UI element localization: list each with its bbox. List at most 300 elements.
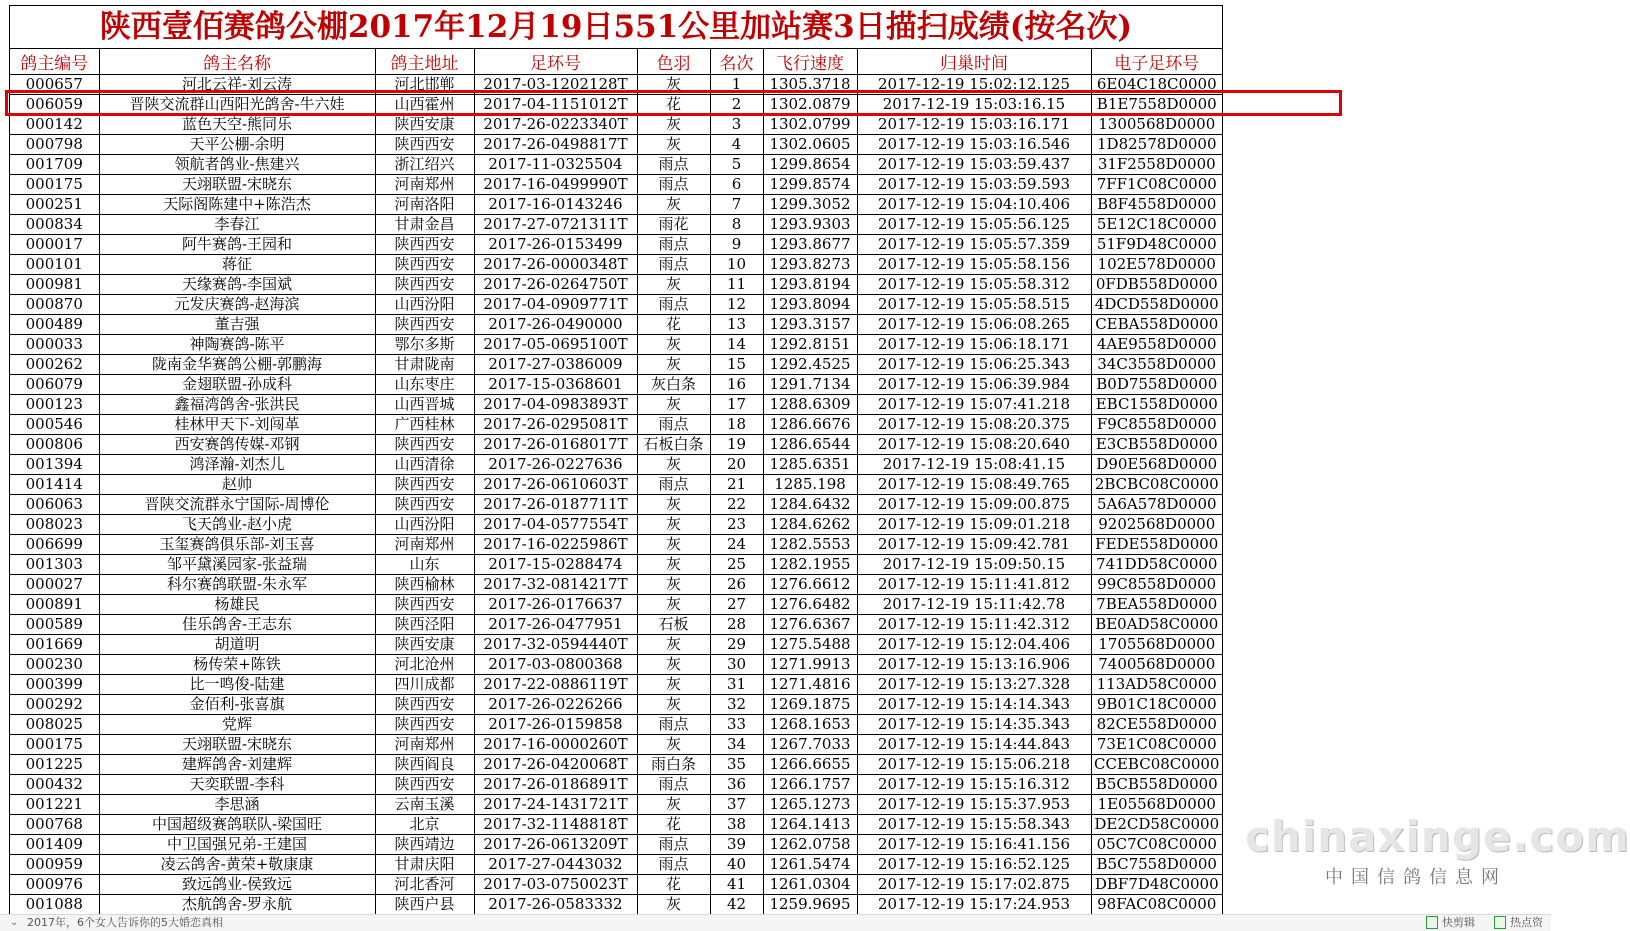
owner-address-cell: 山西晋城: [375, 395, 474, 415]
electronic-ring-cell: 7BEA558D0000: [1091, 595, 1222, 615]
speed-cell: 1292.4525: [763, 355, 857, 375]
owner-id-cell: 000806: [10, 435, 99, 455]
owner-id-cell: 001414: [10, 475, 99, 495]
speed-cell: 1293.3157: [763, 315, 857, 335]
owner-name-cell: 阿牛赛鸽-王园和: [99, 235, 375, 255]
electronic-ring-cell: B5CB558D0000: [1091, 775, 1222, 795]
speed-cell: 1293.8273: [763, 255, 857, 275]
ring-number-cell: 2017-27-0443032: [474, 855, 637, 875]
table-row: [10, 75, 1222, 95]
electronic-ring-cell: 6E04C18C0000: [1091, 75, 1222, 95]
owner-id-cell: 001221: [10, 795, 99, 815]
table-row: [10, 875, 1222, 895]
arrival-time-cell: 2017-12-19 15:08:20.375: [857, 415, 1091, 435]
arrival-time-cell: 2017-12-19 15:16:41.156: [857, 835, 1091, 855]
table-row: [10, 455, 1222, 475]
electronic-ring-cell: 7400568D0000: [1091, 655, 1222, 675]
arrival-time-cell: 2017-12-19 15:11:42.78: [857, 595, 1091, 615]
owner-address-cell: 山东枣庄: [375, 375, 474, 395]
rank-cell: 2: [710, 95, 763, 115]
plumage-cell: 灰: [637, 675, 710, 695]
owner-address-cell: 浙江绍兴: [375, 155, 474, 175]
owner-address-cell: 陕西西安: [375, 695, 474, 715]
table-row: [10, 195, 1222, 215]
owner-id-cell: 008023: [10, 515, 99, 535]
owner-address-cell: 陕西阎良: [375, 755, 474, 775]
owner-name-cell: 神陶赛鸽-陈平: [99, 335, 375, 355]
owner-id-cell: 000142: [10, 115, 99, 135]
plumage-cell: 灰: [637, 655, 710, 675]
table-row: [10, 515, 1222, 535]
speed-cell: 1261.0304: [763, 875, 857, 895]
ring-number-cell: 2017-11-0325504: [474, 155, 637, 175]
hot-news-icon: [1494, 916, 1506, 929]
arrival-time-cell: 2017-12-19 15:03:16.15: [857, 95, 1091, 115]
owner-id-cell: 000399: [10, 675, 99, 695]
arrival-time-cell: 2017-12-19 15:07:41.218: [857, 395, 1091, 415]
plumage-cell: 花: [637, 815, 710, 835]
owner-name-cell: 建辉鸽舍-刘建辉: [99, 755, 375, 775]
table-row: [10, 775, 1222, 795]
owner-address-cell: 陕西安康: [375, 115, 474, 135]
owner-id-cell: 000589: [10, 615, 99, 635]
owner-name-cell: 鸿泽瀚-刘杰儿: [99, 455, 375, 475]
arrival-time-cell: 2017-12-19 15:03:59.593: [857, 175, 1091, 195]
owner-name-cell: 董吉强: [99, 315, 375, 335]
speed-cell: 1299.8574: [763, 175, 857, 195]
owner-id-cell: 000768: [10, 815, 99, 835]
rank-cell: 21: [710, 475, 763, 495]
owner-id-cell: 001225: [10, 755, 99, 775]
electronic-ring-cell: 1E05568D0000: [1091, 795, 1222, 815]
table-row: [10, 115, 1222, 135]
speed-cell: 1266.6655: [763, 755, 857, 775]
owner-id-cell: 006079: [10, 375, 99, 395]
owner-address-cell: 甘肃陇南: [375, 355, 474, 375]
owner-address-cell: 陕西西安: [375, 275, 474, 295]
owner-name-cell: 桂林甲天下-刘闯革: [99, 415, 375, 435]
electronic-ring-cell: BE0AD58C0000: [1091, 615, 1222, 635]
table-row: [10, 375, 1222, 395]
speed-cell: 1275.5488: [763, 635, 857, 655]
owner-id-cell: 000870: [10, 295, 99, 315]
owner-id-cell: 000834: [10, 215, 99, 235]
arrival-time-cell: 2017-12-19 15:06:18.171: [857, 335, 1091, 355]
speed-cell: 1299.8654: [763, 155, 857, 175]
owner-name-cell: 领航者鸽业-焦建兴: [99, 155, 375, 175]
table-row: [10, 675, 1222, 695]
owner-id-cell: 000976: [10, 875, 99, 895]
table-row: [10, 655, 1222, 675]
arrival-time-cell: 2017-12-19 15:09:42.781: [857, 535, 1091, 555]
owner-address-cell: 陕西西安: [375, 715, 474, 735]
arrival-time-cell: 2017-12-19 15:17:24.953: [857, 895, 1091, 915]
owner-id-cell: 000101: [10, 255, 99, 275]
rank-cell: 7: [710, 195, 763, 215]
owner-name-cell: 致远鸽业-侯致远: [99, 875, 375, 895]
rank-cell: 16: [710, 375, 763, 395]
owner-name-cell: 中卫国强兄弟-王建国: [99, 835, 375, 855]
owner-name-cell: 元发庆赛鸽-赵海滨: [99, 295, 375, 315]
plumage-cell: 雨点: [637, 175, 710, 195]
electronic-ring-cell: 1D82578D0000: [1091, 135, 1222, 155]
speed-cell: 1285.198: [763, 475, 857, 495]
speed-cell: 1269.1875: [763, 695, 857, 715]
owner-name-cell: 陇南金华赛鸽公棚-郭鹏海: [99, 355, 375, 375]
owner-id-cell: 001669: [10, 635, 99, 655]
speed-cell: 1299.3052: [763, 195, 857, 215]
electronic-ring-cell: 7FF1C08C0000: [1091, 175, 1222, 195]
speed-cell: 1271.4816: [763, 675, 857, 695]
owner-name-cell: 晋陕交流群永宁国际-周博伦: [99, 495, 375, 515]
ring-number-cell: 2017-27-0721311T: [474, 215, 637, 235]
electronic-ring-cell: 31F2558D0000: [1091, 155, 1222, 175]
ring-number-cell: 2017-26-0613209T: [474, 835, 637, 855]
table-row: [10, 155, 1222, 175]
plumage-cell: 雨点: [637, 255, 710, 275]
owner-address-cell: 陕西西安: [375, 775, 474, 795]
ring-number-cell: 2017-26-0187711T: [474, 495, 637, 515]
speed-cell: 1284.6432: [763, 495, 857, 515]
owner-name-cell: 党辉: [99, 715, 375, 735]
ring-number-cell: 2017-16-0143246: [474, 195, 637, 215]
electronic-ring-cell: B5C7558D0000: [1091, 855, 1222, 875]
owner-name-cell: 天际阁陈建中+陈浩杰: [99, 195, 375, 215]
plumage-cell: 灰: [637, 135, 710, 155]
speed-cell: 1265.1273: [763, 795, 857, 815]
plumage-cell: 灰: [637, 355, 710, 375]
arrival-time-cell: 2017-12-19 15:03:16.546: [857, 135, 1091, 155]
speed-cell: 1267.7033: [763, 735, 857, 755]
owner-name-cell: 金佰利-张喜旗: [99, 695, 375, 715]
owner-id-cell: 000017: [10, 235, 99, 255]
watermark-domain: chinaxinge.com: [1245, 812, 1630, 861]
rank-cell: 22: [710, 495, 763, 515]
ring-number-cell: 2017-26-0477951: [474, 615, 637, 635]
owner-id-cell: 000027: [10, 575, 99, 595]
electronic-ring-cell: E3CB558D0000: [1091, 435, 1222, 455]
owner-name-cell: 佳乐鸽舍-王志东: [99, 615, 375, 635]
table-row: [10, 275, 1222, 295]
rank-cell: 11: [710, 275, 763, 295]
plumage-cell: 雨点: [637, 775, 710, 795]
ring-number-cell: 2017-26-0168017T: [474, 435, 637, 455]
arrival-time-cell: 2017-12-19 15:05:57.359: [857, 235, 1091, 255]
owner-address-cell: 河北香河: [375, 875, 474, 895]
electronic-ring-cell: 51F9D48C0000: [1091, 235, 1222, 255]
plumage-cell: 灰: [637, 495, 710, 515]
owner-name-cell: 飞天鸽业-赵小虎: [99, 515, 375, 535]
rank-cell: 34: [710, 735, 763, 755]
owner-name-cell: 蒋征: [99, 255, 375, 275]
owner-address-cell: 河南郑州: [375, 535, 474, 555]
electronic-ring-cell: 4AE9558D0000: [1091, 335, 1222, 355]
electronic-ring-cell: 73E1C08C0000: [1091, 735, 1222, 755]
owner-name-cell: 蓝色天空-熊同乐: [99, 115, 375, 135]
arrival-time-cell: 2017-12-19 15:09:50.15: [857, 555, 1091, 575]
table-row: [10, 95, 1222, 115]
rank-cell: 27: [710, 595, 763, 615]
ring-number-cell: 2017-26-0227636: [474, 455, 637, 475]
owner-name-cell: 李思涵: [99, 795, 375, 815]
ring-number-cell: 2017-16-0499990T: [474, 175, 637, 195]
table-row: [10, 175, 1222, 195]
arrival-time-cell: 2017-12-19 15:15:06.218: [857, 755, 1091, 775]
plumage-cell: 灰: [637, 395, 710, 415]
electronic-ring-cell: 2BCBC08C0000: [1091, 475, 1222, 495]
owner-id-cell: 000798: [10, 135, 99, 155]
owner-id-cell: 001709: [10, 155, 99, 175]
table-row: [10, 215, 1222, 235]
hot-news-label: 热点资: [1510, 916, 1543, 929]
owner-address-cell: 河北邯郸: [375, 75, 474, 95]
electronic-ring-cell: 1300568D0000: [1091, 115, 1222, 135]
owner-name-cell: 金翅联盟-孙成科: [99, 375, 375, 395]
arrival-time-cell: 2017-12-19 15:05:58.515: [857, 295, 1091, 315]
owner-id-cell: 000489: [10, 315, 99, 335]
speed-cell: 1292.8151: [763, 335, 857, 355]
speed-cell: 1276.6482: [763, 595, 857, 615]
owner-id-cell: 000432: [10, 775, 99, 795]
header-speed: 飞行速度: [763, 49, 857, 75]
owner-address-cell: 山西霍州: [375, 95, 474, 115]
arrival-time-cell: 2017-12-19 15:05:58.156: [857, 255, 1091, 275]
rank-cell: 18: [710, 415, 763, 435]
rank-cell: 37: [710, 795, 763, 815]
speed-cell: 1285.6351: [763, 455, 857, 475]
table-row: [10, 835, 1222, 855]
rank-cell: 15: [710, 355, 763, 375]
arrival-time-cell: 2017-12-19 15:13:27.328: [857, 675, 1091, 695]
owner-address-cell: 陕西靖边: [375, 835, 474, 855]
arrival-time-cell: 2017-12-19 15:11:41.812: [857, 575, 1091, 595]
ring-number-cell: 2017-26-0420068T: [474, 755, 637, 775]
speed-cell: 1264.1413: [763, 815, 857, 835]
owner-name-cell: 杨雄民: [99, 595, 375, 615]
owner-address-cell: 陕西西安: [375, 235, 474, 255]
owner-id-cell: 001303: [10, 555, 99, 575]
arrival-time-cell: 2017-12-19 15:06:39.984: [857, 375, 1091, 395]
owner-id-cell: 006059: [10, 95, 99, 115]
rank-cell: 25: [710, 555, 763, 575]
ring-number-cell: 2017-03-1202128T: [474, 75, 637, 95]
plumage-cell: 雨点: [637, 295, 710, 315]
electronic-ring-cell: 98FAC08C0000: [1091, 895, 1222, 915]
ring-number-cell: 2017-26-0583332: [474, 895, 637, 915]
owner-id-cell: 000546: [10, 415, 99, 435]
owner-address-cell: 广西桂林: [375, 415, 474, 435]
ring-number-cell: 2017-26-0176637: [474, 595, 637, 615]
owner-address-cell: 河南郑州: [375, 175, 474, 195]
news-headline-link[interactable]: 2017年，6个女人告诉你的5大婚恋真相: [27, 916, 223, 929]
ring-number-cell: 2017-16-0225986T: [474, 535, 637, 555]
header-row: [10, 49, 1222, 75]
plumage-cell: 灰: [637, 195, 710, 215]
ring-number-cell: 2017-26-0153499: [474, 235, 637, 255]
table-row: [10, 795, 1222, 815]
quick-clip-button[interactable]: [1426, 915, 1475, 931]
ring-number-cell: 2017-26-0498817T: [474, 135, 637, 155]
bottom-news-bar: [0, 914, 1551, 931]
plumage-cell: 雨点: [637, 855, 710, 875]
quick-clip-label: 快剪辑: [1442, 916, 1475, 929]
plumage-cell: 灰: [637, 595, 710, 615]
ring-number-cell: 2017-26-0490000: [474, 315, 637, 335]
plumage-cell: 雨点: [637, 715, 710, 735]
owner-address-cell: 陕西西安: [375, 435, 474, 455]
speed-cell: 1291.7134: [763, 375, 857, 395]
header-owner-id: 鸽主编号: [10, 49, 99, 75]
plumage-cell: 灰: [637, 515, 710, 535]
owner-address-cell: 山西清徐: [375, 455, 474, 475]
table-row: [10, 555, 1222, 575]
electronic-ring-cell: D90E568D0000: [1091, 455, 1222, 475]
ring-number-cell: 2017-16-0000260T: [474, 735, 637, 755]
electronic-ring-cell: 99C8558D0000: [1091, 575, 1222, 595]
owner-address-cell: 陕西西安: [375, 135, 474, 155]
arrival-time-cell: 2017-12-19 15:15:37.953: [857, 795, 1091, 815]
hot-news-button[interactable]: [1494, 915, 1543, 931]
electronic-ring-cell: 113AD58C0000: [1091, 675, 1222, 695]
table-row: [10, 315, 1222, 335]
ring-number-cell: 2017-27-0386009: [474, 355, 637, 375]
table-row: [10, 435, 1222, 455]
electronic-ring-cell: 4DCD558D0000: [1091, 295, 1222, 315]
owner-name-cell: 杨传荣+陈铁: [99, 655, 375, 675]
header-owner-address: 鸽主地址: [375, 49, 474, 75]
ring-number-cell: 2017-15-0368601: [474, 375, 637, 395]
header-electronic-ring: 电子足环号: [1091, 49, 1222, 75]
owner-address-cell: 陕西西安: [375, 255, 474, 275]
rank-cell: 10: [710, 255, 763, 275]
speed-cell: 1293.9303: [763, 215, 857, 235]
owner-name-cell: 天缘赛鸽-李国斌: [99, 275, 375, 295]
ring-number-cell: 2017-24-1431721T: [474, 795, 637, 815]
plumage-cell: 雨点: [637, 155, 710, 175]
plumage-cell: 石板: [637, 615, 710, 635]
table-row: [10, 615, 1222, 635]
speed-cell: 1305.3718: [763, 75, 857, 95]
rank-cell: 39: [710, 835, 763, 855]
arrival-time-cell: 2017-12-19 15:14:14.343: [857, 695, 1091, 715]
ring-number-cell: 2017-26-0295081T: [474, 415, 637, 435]
table-row: [10, 475, 1222, 495]
arrival-time-cell: 2017-12-19 15:15:16.312: [857, 775, 1091, 795]
rank-cell: 5: [710, 155, 763, 175]
owner-id-cell: 000891: [10, 595, 99, 615]
plumage-cell: 灰: [637, 575, 710, 595]
electronic-ring-cell: B8F4558D0000: [1091, 195, 1222, 215]
speed-cell: 1259.9695: [763, 895, 857, 915]
owner-name-cell: 邹平黛溪园家-张益瑞: [99, 555, 375, 575]
rank-cell: 3: [710, 115, 763, 135]
owner-name-cell: 科尔赛鸽联盟-朱永军: [99, 575, 375, 595]
header-plumage: 色羽: [637, 49, 710, 75]
owner-id-cell: 008025: [10, 715, 99, 735]
rank-cell: 31: [710, 675, 763, 695]
owner-id-cell: 000033: [10, 335, 99, 355]
table-row: [10, 355, 1222, 375]
arrival-time-cell: 2017-12-19 15:03:16.171: [857, 115, 1091, 135]
table-row: [10, 395, 1222, 415]
ring-number-cell: 2017-32-1148818T: [474, 815, 637, 835]
owner-name-cell: 杰航鸽舍-罗永航: [99, 895, 375, 915]
header-rank: 名次: [710, 49, 763, 75]
rank-cell: 36: [710, 775, 763, 795]
owner-address-cell: 山东: [375, 555, 474, 575]
speed-cell: 1284.6262: [763, 515, 857, 535]
ring-number-cell: 2017-26-0186891T: [474, 775, 637, 795]
speed-cell: 1293.8194: [763, 275, 857, 295]
ring-number-cell: 2017-03-0750023T: [474, 875, 637, 895]
electronic-ring-cell: F9C8558D0000: [1091, 415, 1222, 435]
plumage-cell: 灰: [637, 455, 710, 475]
plumage-cell: 灰: [637, 535, 710, 555]
ring-number-cell: 2017-05-0695100T: [474, 335, 637, 355]
rank-cell: 32: [710, 695, 763, 715]
plumage-cell: 灰: [637, 275, 710, 295]
rank-cell: 4: [710, 135, 763, 155]
owner-address-cell: 山西汾阳: [375, 295, 474, 315]
plumage-cell: 雨点: [637, 235, 710, 255]
owner-address-cell: 河北沧州: [375, 655, 474, 675]
rank-cell: 1: [710, 75, 763, 95]
owner-name-cell: 赵帅: [99, 475, 375, 495]
rank-cell: 13: [710, 315, 763, 335]
owner-address-cell: 云南玉溪: [375, 795, 474, 815]
arrival-time-cell: 2017-12-19 15:13:16.906: [857, 655, 1091, 675]
chevron-down-icon[interactable]: ⌄: [10, 917, 19, 928]
table-row: [10, 415, 1222, 435]
speed-cell: 1293.8677: [763, 235, 857, 255]
ring-number-cell: 2017-04-1151012T: [474, 95, 637, 115]
arrival-time-cell: 2017-12-19 15:06:08.265: [857, 315, 1091, 335]
rank-cell: 8: [710, 215, 763, 235]
table-row: [10, 755, 1222, 775]
plumage-cell: 灰: [637, 895, 710, 915]
results-body: [10, 75, 1222, 915]
rank-cell: 29: [710, 635, 763, 655]
owner-address-cell: 陕西西安: [375, 595, 474, 615]
page-title: 陕西壹佰赛鸽公棚2017年12月19日551公里加站赛3日描扫成绩(按名次): [10, 6, 1222, 49]
plumage-cell: 灰: [637, 635, 710, 655]
table-row: [10, 715, 1222, 735]
owner-name-cell: 天平公棚-余明: [99, 135, 375, 155]
electronic-ring-cell: 0FDB558D0000: [1091, 275, 1222, 295]
table-row: [10, 735, 1222, 755]
owner-address-cell: 河南洛阳: [375, 195, 474, 215]
owner-name-cell: 天奕联盟-李科: [99, 775, 375, 795]
owner-address-cell: 陕西西安: [375, 495, 474, 515]
owner-id-cell: 000262: [10, 355, 99, 375]
ring-number-cell: 2017-15-0288474: [474, 555, 637, 575]
table-row: [10, 635, 1222, 655]
plumage-cell: 灰: [637, 695, 710, 715]
speed-cell: 1276.6367: [763, 615, 857, 635]
plumage-cell: 雨点: [637, 835, 710, 855]
owner-address-cell: 鄂尔多斯: [375, 335, 474, 355]
speed-cell: 1266.1757: [763, 775, 857, 795]
site-watermark: [1245, 812, 1630, 889]
rank-cell: 14: [710, 335, 763, 355]
rank-cell: 26: [710, 575, 763, 595]
ring-number-cell: 2017-26-0226266: [474, 695, 637, 715]
electronic-ring-cell: 05C7C08C0000: [1091, 835, 1222, 855]
ring-number-cell: 2017-32-0594440T: [474, 635, 637, 655]
ring-number-cell: 2017-26-0610603T: [474, 475, 637, 495]
arrival-time-cell: 2017-12-19 15:05:58.312: [857, 275, 1091, 295]
ring-number-cell: 2017-04-0983893T: [474, 395, 637, 415]
